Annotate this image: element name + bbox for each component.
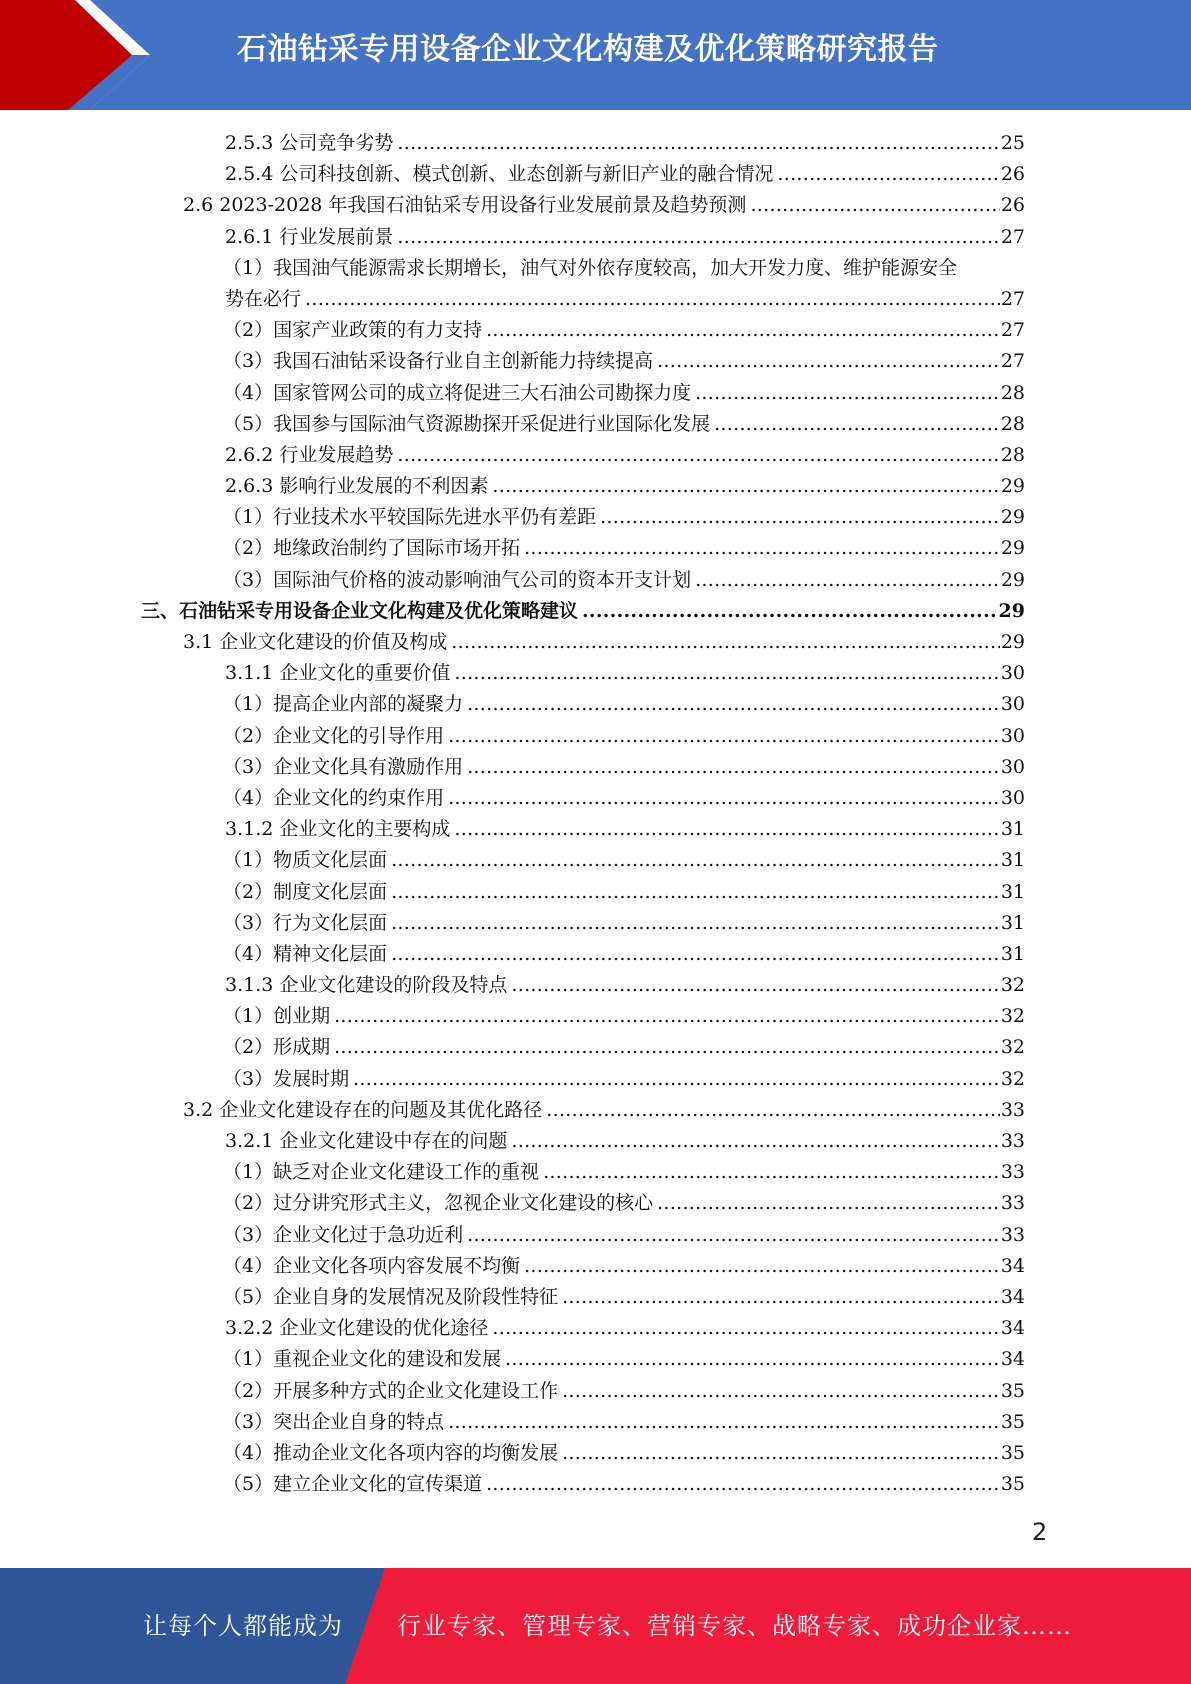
- toc-entry[interactable]: [225, 1126, 1025, 1157]
- toc-page-number: 26: [1000, 194, 1025, 217]
- toc-entry[interactable]: [183, 627, 1025, 658]
- toc-dot-leader: [486, 315, 1000, 346]
- toc-dot-leader: [511, 1126, 999, 1157]
- toc-page-number: 31: [1000, 849, 1025, 872]
- toc-entry[interactable]: [223, 1438, 1025, 1469]
- toc-entry-title: 3.2.2 企业文化建设的优化途径: [225, 1317, 489, 1340]
- toc-dot-leader: [492, 471, 999, 502]
- toc-entry-title: （1）重视企业文化的建设和发展: [223, 1348, 502, 1371]
- toc-entry-title: （2）形成期: [223, 1036, 331, 1059]
- toc-entry[interactable]: [183, 1095, 1025, 1126]
- page-header: [0, 0, 1191, 110]
- toc-entry[interactable]: [225, 222, 1025, 253]
- toc-page-number: 35: [1000, 1441, 1025, 1464]
- toc-entry-title: （3）我国石油钻采设备行业自主创新能力持续提高: [223, 350, 654, 373]
- toc-entry-title: （2）制度文化层面: [223, 880, 388, 903]
- toc-page-number: 30: [1000, 693, 1025, 716]
- toc-entry[interactable]: [223, 689, 1025, 720]
- toc-entry-title: （3）国际油气价格的波动影响油气公司的资本开支计划: [223, 568, 692, 591]
- toc-entry-title: （3）突出企业自身的特点: [223, 1410, 445, 1433]
- toc-dot-leader: [562, 1438, 1000, 1469]
- toc-page-number: 25: [1000, 132, 1025, 154]
- toc-page-number: 32: [1000, 974, 1025, 997]
- toc-entry[interactable]: [223, 939, 1025, 970]
- toc-entry[interactable]: [223, 721, 1025, 752]
- toc-dot-leader: [391, 845, 1000, 876]
- toc-dot-leader: [714, 409, 1000, 440]
- toc-dot-leader: [334, 1032, 1000, 1063]
- toc-entry[interactable]: [225, 814, 1025, 845]
- toc-entry[interactable]: [223, 752, 1025, 783]
- toc-page-number: 34: [1000, 1285, 1025, 1308]
- toc-page-number: 29: [1000, 537, 1025, 560]
- toc-entry[interactable]: [225, 658, 1025, 689]
- toc-dot-leader: [546, 1095, 1000, 1126]
- toc-entry-title: （4）国家管网公司的成立将促进三大石油公司勘探力度: [223, 381, 692, 404]
- toc-dot-leader: [486, 1469, 1000, 1500]
- toc-entry[interactable]: [225, 970, 1025, 1001]
- toc-entry[interactable]: [225, 1313, 1025, 1344]
- toc-entry-title: （3）发展时期: [223, 1067, 350, 1090]
- toc-page-number: 35: [1000, 1379, 1025, 1402]
- toc-entry-title: 2.6.3 影响行业发展的不利因素: [225, 475, 489, 498]
- toc-dot-leader: [467, 1220, 1000, 1251]
- toc-page-number: 28: [1000, 443, 1025, 466]
- toc-dot-leader: [448, 1407, 1000, 1438]
- toc-entry-title: 2.5.4 公司科技创新、模式创新、业态创新与新旧产业的融合情况: [225, 163, 774, 186]
- toc-page-number: 30: [1000, 755, 1025, 778]
- toc-page-number: 27: [1000, 319, 1025, 342]
- toc-entry-title: （1）提高企业内部的凝聚力: [223, 693, 464, 716]
- toc-entry[interactable]: [225, 471, 1025, 502]
- toc-entry-title: 2.6 2023-2028 年我国石油钻采专用设备行业发展前景及趋势预测: [183, 194, 747, 217]
- toc-entry-title: （3）行为文化层面: [223, 911, 388, 934]
- toc-entry[interactable]: [225, 440, 1025, 471]
- toc-entry-title: 3.1.1 企业文化的重要价值: [225, 662, 451, 685]
- toc-entry-title: （1）创业期: [223, 1005, 331, 1028]
- toc-dot-leader: [562, 1282, 1000, 1313]
- toc-dot-leader: [657, 346, 1000, 377]
- toc-entry[interactable]: [223, 315, 1025, 346]
- toc-page-number: 34: [1000, 1254, 1025, 1277]
- toc-dot-leader: [492, 1313, 999, 1344]
- toc-dot-leader: [454, 658, 999, 689]
- toc-page-number: 33: [1000, 1223, 1025, 1246]
- page-footer: [0, 1568, 1191, 1684]
- toc-entry-title: （1）我国油气能源需求长期增长，油气对外依存度较高，加大开发力度、维护能源安全: [223, 256, 958, 279]
- toc-dot-leader: [600, 502, 1000, 533]
- toc-entry-title: （2）国家产业政策的有力支持: [223, 319, 483, 342]
- toc-entry[interactable]: [223, 1469, 1025, 1500]
- toc-page-number: 32: [1000, 1067, 1025, 1090]
- toc-page-number: 27: [1000, 350, 1025, 373]
- toc-page-number: 30: [1000, 724, 1025, 747]
- toc-entry-title: 3.1.3 企业文化建设的阶段及特点: [225, 974, 508, 997]
- toc-page-number: 31: [1000, 880, 1025, 903]
- toc-page-number: 35: [1000, 1410, 1025, 1433]
- toc-entry-title: （5）我国参与国际油气资源勘探开采促进行业国际化发展: [223, 412, 711, 435]
- toc-dot-leader: [391, 939, 1000, 970]
- toc-chapter-entry[interactable]: [141, 596, 1025, 627]
- toc-page-number: 29: [998, 599, 1025, 622]
- toc-entry[interactable]: [223, 1407, 1025, 1438]
- toc-dot-leader: [334, 1001, 1000, 1032]
- toc-entry[interactable]: [223, 565, 1025, 596]
- toc-entry-title: （2）地缘政治制约了国际市场开拓: [223, 537, 521, 560]
- toc-entry[interactable]: [225, 159, 1025, 190]
- toc-page-number: 30: [1000, 786, 1025, 809]
- toc-entry[interactable]: [223, 409, 1025, 440]
- toc-entry[interactable]: [223, 845, 1025, 876]
- toc-page-number: 28: [1000, 381, 1025, 404]
- toc-page-number: 32: [1000, 1005, 1025, 1028]
- toc-entry-title: （1）缺乏对企业文化建设工作的重视: [223, 1161, 540, 1184]
- toc-entry-title: （5）企业自身的发展情况及阶段性特征: [223, 1285, 559, 1308]
- toc-page-number: 33: [1000, 1161, 1025, 1184]
- toc-dot-leader: [524, 533, 1000, 564]
- toc-entry[interactable]: [223, 378, 1025, 409]
- toc-dot-leader: [695, 565, 1000, 596]
- toc-entry-title: 3.2.1 企业文化建设中存在的问题: [225, 1130, 508, 1152]
- toc-page-number: 29: [1000, 568, 1025, 591]
- toc-entry-title: 3.1 企业文化建设的价值及构成: [183, 631, 448, 653]
- toc-dot-leader: [353, 1064, 1000, 1095]
- toc-entry-title: （4）企业文化各项内容发展不均衡: [223, 1254, 521, 1277]
- toc-page-number: 28: [1000, 412, 1025, 435]
- toc-page-number: 29: [1000, 506, 1025, 529]
- toc-entry[interactable]: [223, 1282, 1025, 1313]
- toc-page-number: 33: [1000, 1130, 1025, 1152]
- table-of-contents: [0, 128, 1191, 1500]
- toc-dot-leader: [524, 1251, 1000, 1282]
- toc-entry[interactable]: [223, 877, 1025, 908]
- toc-entry[interactable]: [223, 1251, 1025, 1282]
- toc-dot-leader: [582, 596, 998, 627]
- toc-page-number: 29: [1000, 631, 1025, 653]
- toc-page-number: 30: [1000, 662, 1025, 685]
- page-number: 2: [1032, 1518, 1048, 1546]
- toc-dot-leader: [695, 378, 1000, 409]
- toc-entry[interactable]: [223, 253, 1025, 284]
- toc-entry-title: （4）企业文化的约束作用: [223, 786, 445, 809]
- toc-page-number: 29: [1000, 475, 1025, 498]
- toc-dot-leader: [448, 783, 1000, 814]
- toc-entry[interactable]: [223, 1064, 1025, 1095]
- toc-dot-leader: [397, 222, 999, 253]
- header-arrow-decoration: [0, 0, 160, 110]
- toc-entry-title: （4）推动企业文化各项内容的均衡发展: [223, 1441, 559, 1464]
- toc-dot-leader: [397, 128, 999, 159]
- toc-page-number: 34: [1000, 1317, 1025, 1340]
- toc-entry-title: （3）企业文化具有激励作用: [223, 755, 464, 778]
- toc-entry-title-continued: 势在必行: [225, 287, 302, 310]
- toc-dot-leader: [657, 1188, 1000, 1219]
- toc-dot-leader: [305, 284, 1000, 315]
- toc-entry-title: 3.2 企业文化建设存在的问题及其优化路径: [183, 1098, 543, 1121]
- toc-page-number: 33: [1000, 1192, 1025, 1215]
- toc-dot-leader: [397, 440, 999, 471]
- toc-entry-title: 2.6.1 行业发展前景: [225, 225, 394, 248]
- toc-entry[interactable]: [183, 190, 1025, 221]
- report-title: 石油钻采专用设备企业文化构建及优化策略研究报告: [237, 32, 939, 67]
- toc-entry[interactable]: [223, 783, 1025, 814]
- toc-dot-leader: [467, 689, 1000, 720]
- toc-page-number: 27: [1000, 225, 1025, 248]
- toc-entry-continuation[interactable]: [225, 284, 1025, 315]
- toc-entry[interactable]: [223, 502, 1025, 533]
- toc-page-number: 32: [1000, 1036, 1025, 1059]
- toc-dot-leader: [777, 159, 999, 190]
- toc-entry-title: 三、石油钻采专用设备企业文化构建及优化策略建议: [141, 599, 579, 622]
- toc-entry[interactable]: [223, 1157, 1025, 1188]
- toc-entry-title: 3.1.2 企业文化的主要构成: [225, 818, 451, 841]
- toc-entry[interactable]: [223, 533, 1025, 564]
- toc-entry-title: 2.6.2 行业发展趋势: [225, 443, 394, 466]
- toc-dot-leader: [543, 1157, 1000, 1188]
- toc-dot-leader: [562, 1376, 1000, 1407]
- toc-entry[interactable]: [223, 1220, 1025, 1251]
- toc-page-number: 31: [1000, 911, 1025, 934]
- toc-entry[interactable]: [223, 1376, 1025, 1407]
- toc-entry-title: （2）企业文化的引导作用: [223, 724, 445, 747]
- toc-entry-title: 2.5.3 公司竞争劣势: [225, 132, 394, 154]
- toc-page-number: 31: [1000, 818, 1025, 841]
- toc-page-number: 33: [1000, 1098, 1025, 1121]
- toc-dot-leader: [467, 752, 1000, 783]
- toc-page-number: 27: [1000, 287, 1025, 310]
- toc-page-number: 26: [1000, 163, 1025, 186]
- toc-page-number: 34: [1000, 1348, 1025, 1371]
- toc-entry-title: （3）企业文化过于急功近利: [223, 1223, 464, 1246]
- toc-page-number: 35: [1000, 1473, 1025, 1496]
- toc-dot-leader: [505, 1344, 1000, 1375]
- toc-dot-leader: [451, 627, 1000, 658]
- toc-entry[interactable]: [223, 1032, 1025, 1063]
- toc-dot-leader: [511, 970, 999, 1001]
- toc-dot-leader: [391, 877, 1000, 908]
- toc-entry-title: （1）行业技术水平较国际先进水平仍有差距: [223, 506, 597, 529]
- toc-entry[interactable]: [223, 1188, 1025, 1219]
- toc-dot-leader: [454, 814, 999, 845]
- toc-dot-leader: [750, 190, 999, 221]
- toc-dot-leader: [391, 908, 1000, 939]
- toc-entry-title: （2）开展多种方式的企业文化建设工作: [223, 1379, 559, 1402]
- footer-slogan-right: 行业专家、管理专家、营销专家、战略专家、成功企业家……: [397, 1612, 1072, 1640]
- toc-page-number: 31: [1000, 942, 1025, 965]
- footer-slogan-left: 让每个人都能成为: [143, 1612, 343, 1640]
- toc-entry[interactable]: [223, 908, 1025, 939]
- toc-entry-title: （4）精神文化层面: [223, 942, 388, 965]
- toc-entry[interactable]: [225, 128, 1025, 159]
- toc-entry[interactable]: [223, 1001, 1025, 1032]
- toc-entry-title: （2）过分讲究形式主义，忽视企业文化建设的核心: [223, 1192, 654, 1215]
- toc-entry-title: （5）建立企业文化的宣传渠道: [223, 1473, 483, 1496]
- toc-entry[interactable]: [223, 1344, 1025, 1375]
- toc-dot-leader: [448, 721, 1000, 752]
- toc-entry-title: （1）物质文化层面: [223, 849, 388, 872]
- toc-entry[interactable]: [223, 346, 1025, 377]
